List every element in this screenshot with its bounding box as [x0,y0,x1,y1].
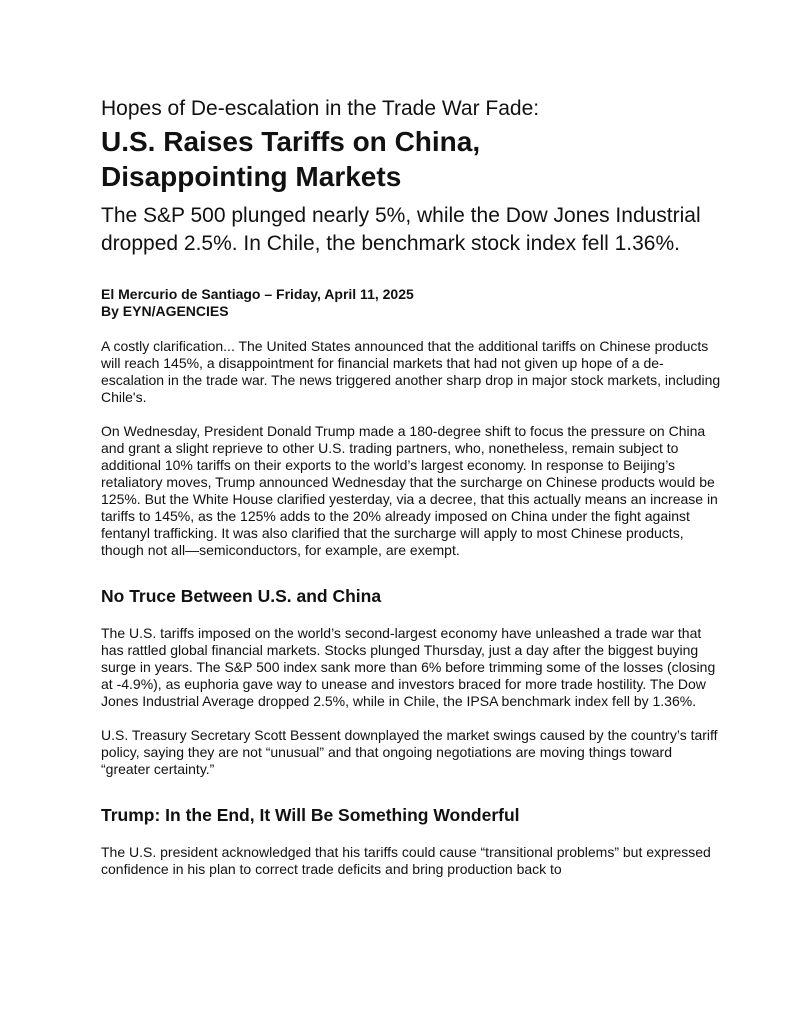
article-source: El Mercurio de Santiago – Friday, April 11, 2025 [101,286,414,302]
paragraph-5: The U.S. president acknowledged that his tariffs could cause “transitional problems” but expressed confidence in his plan to correct trade deficits and bring production back to [101,844,711,877]
headline-line-1: U.S. Raises Tariffs on China, [101,126,481,157]
article-headline [101,124,721,194]
paragraph-2: On Wednesday, President Donald Trump made a 180-degree shift to focus the pressure on China and grant a slight reprieve to other U.S. trading partners, who, nonetheless, remain subject to additional 10% tariffs on their exports to the world’s largest economy. In response to Beijing’s retaliatory moves, Trump announced Wednesday that the surcharge on Chinese products would be 125%. But the White House clarified yesterday, via a decree, that this actually means an increase in tariffs to 145%, as the 125% adds to the 20% already imposed on China under the fight against fentanyl trafficking. It was also clarified that the surcharge will apply to most Chinese products, though not all—semiconductors, for example, are exempt. [101,423,718,558]
paragraph-1: A costly clarification... The United States announced that the additional tariffs on Chinese products will reach 145%, a disappointment for financial markets that had not given up hope of a de-escalation in the trade war. The news triggered another sharp drop in major stock markets, including Chile's. [101,338,721,405]
paragraph-4: U.S. Treasury Secretary Scott Bessent downplayed the market swings caused by the country’s tariff policy, saying they are not “unusual” and that ongoing negotiations are moving things toward “greater certainty.” [101,727,718,777]
article [101,96,721,878]
article-deck: The S&P 500 plunged nearly 5%, while the Dow Jones Industrial dropped 2.5%. In Chile, the benchmark stock index fell 1.36%. [101,204,701,255]
subhead-no-truce: No Truce Between U.S. and China [101,586,382,606]
byline-block [101,286,721,320]
headline-line-2: Disappointing Markets [101,161,402,192]
article-byline: By EYN/AGENCIES [101,303,229,319]
article-kicker: Hopes of De-escalation in the Trade War Fade: [101,97,540,120]
subhead-trump: Trump: In the End, It Will Be Something Wonderful [101,805,520,825]
paragraph-3: The U.S. tariffs imposed on the world’s second-largest economy have unleashed a trade war that has rattled global financial markets. Stocks plunged Thursday, just a day after the biggest buying surge in years. The S&P 500 index sank more than 6% before trimming some of the losses (closing at -4.9%), as euphoria gave way to unease and investors braced for more trade hostility. The Dow Jones Industrial Average dropped 2.5%, while in Chile, the IPSA benchmark index fell by 1.36%. [101,625,716,709]
